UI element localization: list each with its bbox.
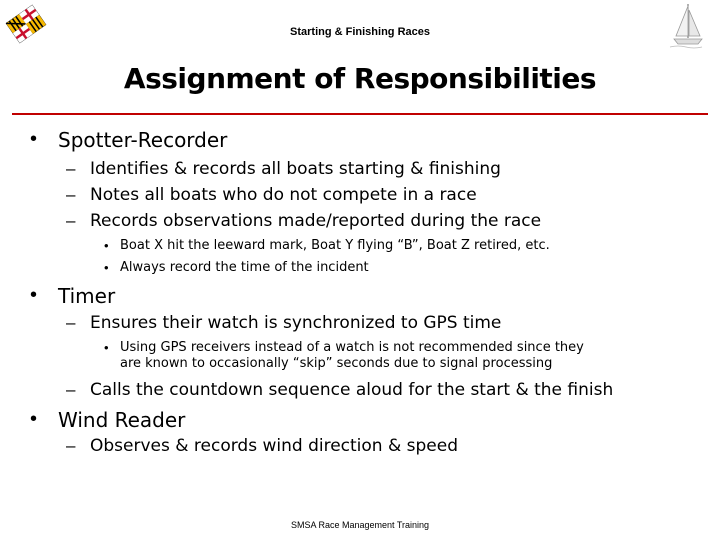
bullet-icon: • xyxy=(30,284,38,306)
sub-bullet-countdown: Calls the countdown sequence aloud for the start & the finish xyxy=(90,380,614,400)
sailboat-icon xyxy=(666,0,710,52)
bullet-timer: Timer xyxy=(58,284,116,308)
sub-bullet-records: Records observations made/reported during the race xyxy=(90,211,542,231)
detail-gps-line1: Using GPS receivers instead of a watch is not recommended since they xyxy=(120,340,584,355)
bullet-icon: • xyxy=(30,408,38,430)
dash-icon: – xyxy=(66,159,76,178)
slide-header: Starting & Finishing Races xyxy=(290,26,430,38)
bullet-icon: • xyxy=(104,260,109,275)
dash-icon: – xyxy=(66,185,76,204)
bullet-icon: • xyxy=(104,238,109,253)
detail-gps-line2: are known to occasionally “skip” seconds due to signal processing xyxy=(120,356,553,371)
sub-bullet-gps-sync: Ensures their watch is synchronized to GPS time xyxy=(90,313,502,333)
bullet-icon: • xyxy=(104,340,109,355)
detail-record-time: Always record the time of the incident xyxy=(120,260,369,275)
dash-icon: – xyxy=(66,211,76,230)
title-divider xyxy=(12,113,708,115)
bullet-wind-reader: Wind Reader xyxy=(58,408,186,432)
bullet-icon: • xyxy=(30,128,38,150)
slide-title: Assignment of Responsibilities xyxy=(123,62,597,95)
maryland-flag-icon xyxy=(4,2,48,46)
dash-icon: – xyxy=(66,380,76,399)
bullet-spotter-recorder: Spotter-Recorder xyxy=(58,128,228,152)
dash-icon: – xyxy=(66,436,76,455)
sub-bullet-identifies: Identifies & records all boats starting & finishing xyxy=(90,159,501,179)
sub-bullet-wind: Observes & records wind direction & speed xyxy=(90,436,458,456)
slide-footer: SMSA Race Management Training xyxy=(290,520,430,530)
dash-icon: – xyxy=(66,313,76,332)
sub-bullet-notes: Notes all boats who do not compete in a race xyxy=(90,185,477,205)
detail-boat-examples: Boat X hit the leeward mark, Boat Y flying “B”, Boat Z retired, etc. xyxy=(120,238,550,253)
